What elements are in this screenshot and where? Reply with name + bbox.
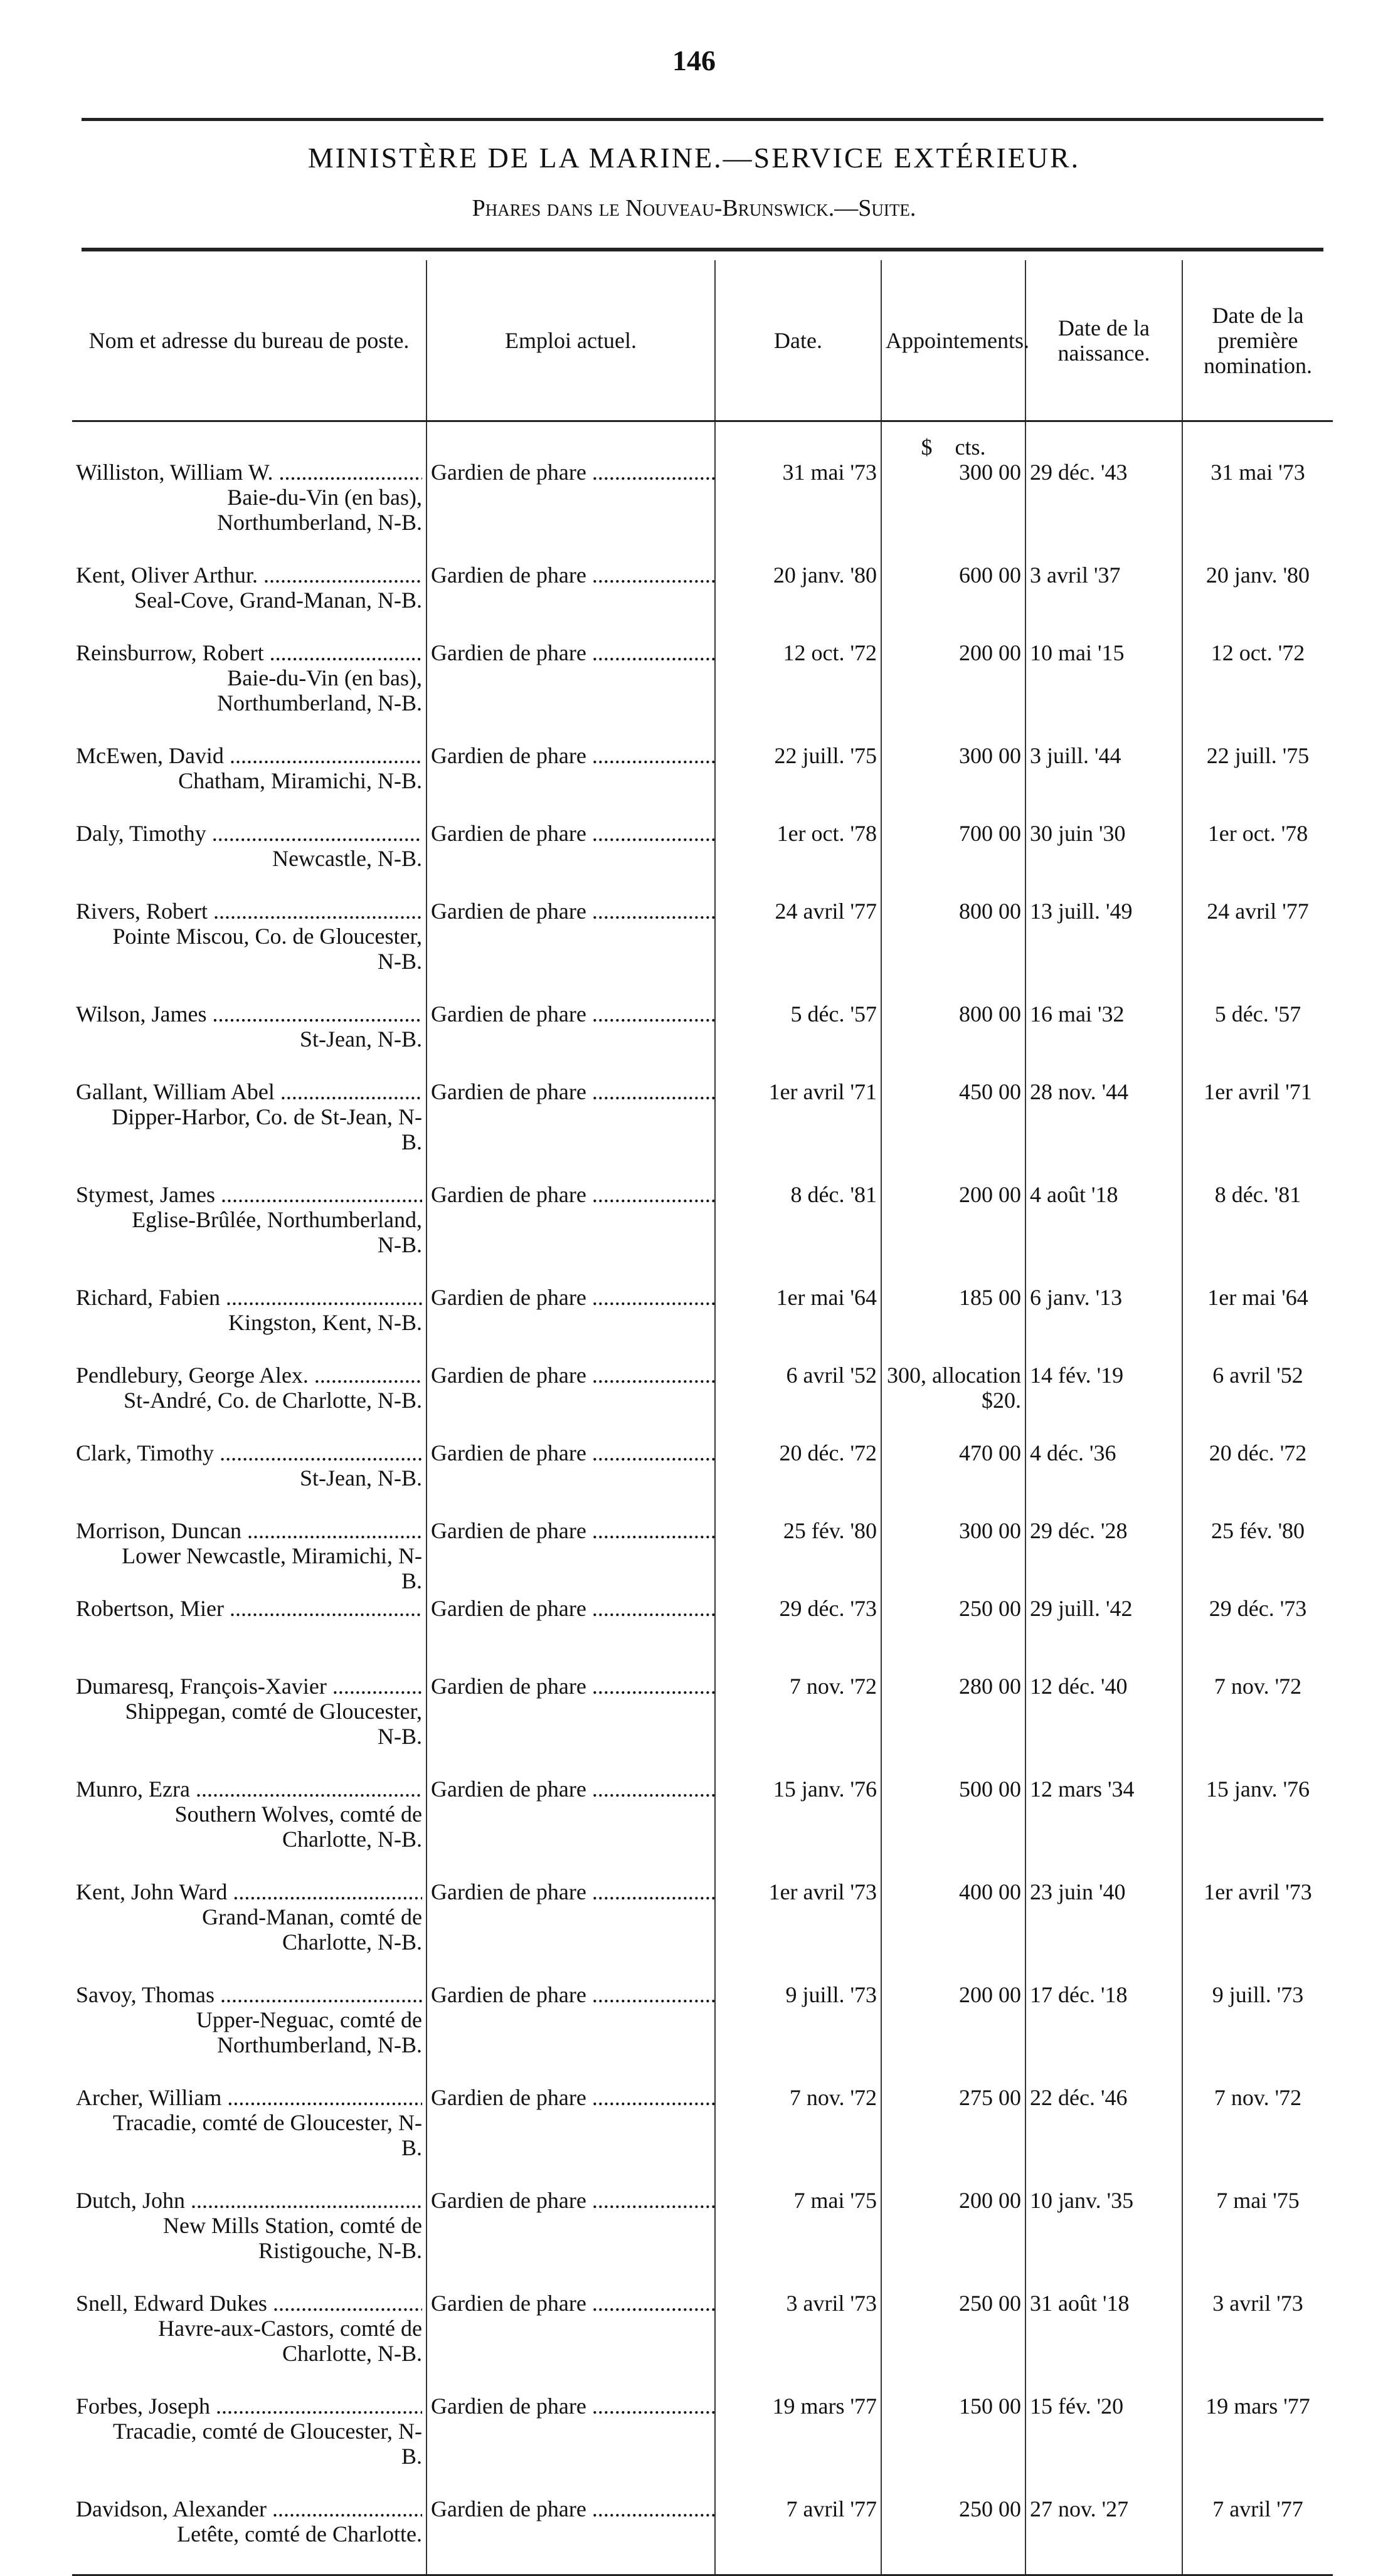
emploi-text: Gardien de phare .....: [431, 1518, 715, 1543]
emploi-text: Gardien de phare .....: [431, 2291, 715, 2316]
name-address-cell: [72, 460, 426, 562]
naissance-cell: 29 déc. '43: [1025, 460, 1182, 562]
date-cell: 9 juill. '73: [715, 1982, 881, 2085]
date-cell: 1er avril '73: [715, 1879, 881, 1982]
appointements-cell: 200 00: [881, 1982, 1025, 2085]
appointements-cell: 280 00: [881, 1674, 1025, 1776]
naissance-cell: 17 déc. '18: [1025, 1982, 1182, 2085]
emploi-cell: [426, 640, 715, 743]
naissance-cell: 12 déc. '40: [1025, 1674, 1182, 1776]
post-office-address: Newcastle, N-B.: [272, 846, 422, 871]
date-cell: 1er avril '71: [715, 1079, 881, 1182]
name-address-cell: [72, 1363, 426, 1440]
name-address-cell: [72, 1982, 426, 2085]
table-row: [72, 1879, 1333, 1982]
units-row: [72, 421, 1333, 460]
date-cell: 5 déc. '57: [715, 1001, 881, 1079]
emploi-cell: [426, 1001, 715, 1079]
post-office-address: Shippegan, comté de Gloucester, N-B.: [125, 1699, 422, 1749]
appointements-cell: 400 00: [881, 1879, 1025, 1982]
nomination-cell: 5 déc. '57: [1182, 1001, 1333, 1079]
table-row: [72, 743, 1333, 821]
lighthouse-keepers-table: [72, 260, 1333, 2576]
appointements-cell: 300, allocation $20.: [881, 1363, 1025, 1440]
naissance-cell: 3 juill. '44: [1025, 743, 1182, 821]
keeper-name: Clark, Timothy .....: [76, 1440, 422, 1465]
naissance-cell: 28 nov. '44: [1025, 1079, 1182, 1182]
nomination-cell: 1er avril '71: [1182, 1079, 1333, 1182]
emploi-cell: [426, 2496, 715, 2575]
table-row: [72, 1440, 1333, 1518]
naissance-cell: 27 nov. '27: [1025, 2496, 1182, 2575]
table-row: [72, 2291, 1333, 2394]
nomination-cell: 1er mai '64: [1182, 1285, 1333, 1363]
post-office-address: Kingston, Kent, N-B.: [228, 1310, 422, 1335]
emploi-cell: [426, 1363, 715, 1440]
keeper-name: Savoy, Thomas .....: [76, 1982, 422, 2007]
table-row: [72, 562, 1333, 640]
emploi-cell: [426, 1982, 715, 2085]
name-address-cell: [72, 640, 426, 743]
appointements-cell: 470 00: [881, 1440, 1025, 1518]
keeper-name: Kent, Oliver Arthur. .....: [76, 562, 422, 588]
naissance-cell: 29 juill. '42: [1025, 1596, 1182, 1674]
keeper-name: Archer, William .....: [76, 2085, 422, 2110]
post-office-address: Havre-aux-Castors, comté de Charlotte, N-B.: [158, 2316, 422, 2366]
post-office-address: Lower Newcastle, Miramichi, N-B.: [122, 1543, 422, 1593]
naissance-cell: 10 janv. '35: [1025, 2188, 1182, 2291]
post-office-address: Tracadie, comté de Gloucester, N-B.: [112, 2419, 422, 2469]
date-cell: 7 avril '77: [715, 2496, 881, 2575]
emploi-text: Gardien de phare .....: [431, 1776, 715, 1802]
name-address-cell: [72, 1440, 426, 1518]
emploi-text: Gardien de phare .....: [431, 1674, 715, 1699]
date-cell: 7 nov. '72: [715, 2085, 881, 2188]
name-address-cell: [72, 562, 426, 640]
nomination-cell: 29 déc. '73: [1182, 1596, 1333, 1674]
table-row: [72, 821, 1333, 899]
emploi-cell: [426, 899, 715, 1001]
date-cell: 19 mars '77: [715, 2394, 881, 2496]
table-row: [72, 1079, 1333, 1182]
date-cell: 1er mai '64: [715, 1285, 881, 1363]
nomination-cell: 1er avril '73: [1182, 1879, 1333, 1982]
date-cell: 31 mai '73: [715, 460, 881, 562]
post-office-address: Southern Wolves, comté de Charlotte, N-B.: [174, 1802, 422, 1852]
appointements-cell: 200 00: [881, 1182, 1025, 1285]
nomination-cell: 6 avril '52: [1182, 1363, 1333, 1440]
emploi-cell: [426, 1285, 715, 1363]
emploi-cell: [426, 2291, 715, 2394]
table-row: [72, 1776, 1333, 1879]
nomination-cell: 7 mai '75: [1182, 2188, 1333, 2291]
name-address-cell: [72, 1674, 426, 1776]
post-office-address: Seal-Cove, Grand-Manan, N-B.: [134, 588, 422, 613]
post-office-address: Baie-du-Vin (en bas), Northumberland, N-B.: [217, 665, 422, 715]
keeper-name: Daly, Timothy .....: [76, 821, 422, 846]
naissance-cell: 6 janv. '13: [1025, 1285, 1182, 1363]
keeper-name: Snell, Edward Dukes .....: [76, 2291, 422, 2316]
post-office-address: Tracadie, comté de Gloucester, N-B.: [112, 2110, 422, 2160]
table-row: [72, 1182, 1333, 1285]
emploi-text: Gardien de phare .....: [431, 1596, 715, 1621]
keeper-name: Dutch, John .....: [76, 2188, 422, 2213]
keeper-name: Williston, William W. .....: [76, 460, 422, 485]
keeper-name: Davidson, Alexander .....: [76, 2496, 422, 2521]
naissance-cell: 15 fév. '20: [1025, 2394, 1182, 2496]
appointements-cell: 800 00: [881, 899, 1025, 1001]
header-date: Date.: [715, 260, 881, 421]
nomination-cell: 25 fév. '80: [1182, 1518, 1333, 1596]
top-rule: [82, 118, 1323, 121]
keeper-name: Gallant, William Abel .....: [76, 1079, 422, 1104]
post-office-address: New Mills Station, comté de Ristigouche, N-B.: [163, 2213, 422, 2263]
appointements-cell: 250 00: [881, 2291, 1025, 2394]
naissance-cell: 31 août '18: [1025, 2291, 1182, 2394]
appointements-cell: 250 00: [881, 1596, 1025, 1674]
post-office-address: St-Jean, N-B.: [300, 1027, 422, 1052]
keeper-name: Dumaresq, François-Xavier .....: [76, 1674, 422, 1699]
name-address-cell: [72, 821, 426, 899]
emploi-cell: [426, 2394, 715, 2496]
naissance-cell: 3 avril '37: [1025, 562, 1182, 640]
name-address-cell: [72, 2291, 426, 2394]
date-cell: 3 avril '73: [715, 2291, 881, 2394]
naissance-cell: 12 mars '34: [1025, 1776, 1182, 1879]
name-address-cell: [72, 1776, 426, 1879]
table-row: [72, 1518, 1333, 1596]
section-subtitle: Phares dans le Nouveau-Brunswick.—Suite.: [472, 195, 916, 221]
name-address-cell: [72, 2085, 426, 2188]
units-cell: [881, 421, 1025, 460]
emploi-text: Gardien de phare .....: [431, 1440, 715, 1465]
nomination-cell: 9 juill. '73: [1182, 1982, 1333, 2085]
dollar-unit: $: [921, 435, 933, 460]
nomination-cell: 31 mai '73: [1182, 460, 1333, 562]
appointements-cell: 300 00: [881, 743, 1025, 821]
table-row: [72, 1001, 1333, 1079]
nomination-cell: 19 mars '77: [1182, 2394, 1333, 2496]
name-address-cell: [72, 1285, 426, 1363]
name-address-cell: [72, 1001, 426, 1079]
name-address-cell: [72, 2188, 426, 2291]
appointements-cell: 800 00: [881, 1001, 1025, 1079]
appointements-cell: 500 00: [881, 1776, 1025, 1879]
naissance-cell: 14 fév. '19: [1025, 1363, 1182, 1440]
date-cell: 6 avril '52: [715, 1363, 881, 1440]
date-cell: 20 déc. '72: [715, 1440, 881, 1518]
emploi-cell: [426, 562, 715, 640]
naissance-cell: 30 juin '30: [1025, 821, 1182, 899]
post-office-address: Upper-Neguac, comté de Northumberland, N-B.: [196, 2007, 422, 2057]
table-row: [72, 1285, 1333, 1363]
nomination-cell: 7 avril '77: [1182, 2496, 1333, 2575]
naissance-cell: 4 août '18: [1025, 1182, 1182, 1285]
name-address-cell: [72, 1079, 426, 1182]
table-row: [72, 460, 1333, 562]
emploi-cell: [426, 1440, 715, 1518]
date-cell: 15 janv. '76: [715, 1776, 881, 1879]
emploi-text: Gardien de phare .....: [431, 1285, 715, 1310]
emploi-cell: [426, 2085, 715, 2188]
table-row: [72, 640, 1333, 743]
emploi-cell: [426, 1518, 715, 1596]
date-cell: 12 oct. '72: [715, 640, 881, 743]
date-cell: 20 janv. '80: [715, 562, 881, 640]
emploi-cell: [426, 460, 715, 562]
table-header-row: [72, 260, 1333, 421]
keeper-name: Kent, John Ward .....: [76, 1879, 422, 1904]
emploi-text: Gardien de phare .....: [431, 1182, 715, 1207]
appointements-cell: 300 00: [881, 460, 1025, 562]
name-address-cell: [72, 1182, 426, 1285]
emploi-cell: [426, 1674, 715, 1776]
table-row: [72, 899, 1333, 1001]
appointements-cell: 700 00: [881, 821, 1025, 899]
emploi-text: Gardien de phare .....: [431, 899, 715, 924]
date-cell: 22 juill. '75: [715, 743, 881, 821]
date-cell: 29 déc. '73: [715, 1596, 881, 1674]
emploi-text: Gardien de phare .....: [431, 2188, 715, 2213]
appointements-cell: 450 00: [881, 1079, 1025, 1182]
emploi-cell: [426, 1879, 715, 1982]
name-address-cell: [72, 899, 426, 1001]
table-body: [72, 421, 1333, 2575]
emploi-cell: [426, 821, 715, 899]
naissance-cell: 16 mai '32: [1025, 1001, 1182, 1079]
table-row: [72, 1674, 1333, 1776]
nomination-cell: 22 juill. '75: [1182, 743, 1333, 821]
emploi-text: Gardien de phare .....: [431, 460, 715, 485]
name-address-cell: [72, 1518, 426, 1596]
keeper-name: Robertson, Mier .....: [76, 1596, 422, 1621]
emploi-cell: [426, 1079, 715, 1182]
keeper-name: Munro, Ezra .....: [76, 1776, 422, 1802]
keeper-name: Morrison, Duncan .....: [76, 1518, 422, 1543]
emploi-cell: [426, 1182, 715, 1285]
nomination-cell: 15 janv. '76: [1182, 1776, 1333, 1879]
post-office-address: Pointe Miscou, Co. de Gloucester, N-B.: [112, 924, 422, 974]
nomination-cell: 20 janv. '80: [1182, 562, 1333, 640]
table-row: [72, 1982, 1333, 2085]
name-address-cell: [72, 2496, 426, 2575]
cents-unit: cts.: [955, 435, 986, 460]
name-address-cell: [72, 743, 426, 821]
naissance-cell: 23 juin '40: [1025, 1879, 1182, 1982]
date-cell: 25 fév. '80: [715, 1518, 881, 1596]
appointements-cell: 150 00: [881, 2394, 1025, 2496]
table-row: [72, 2085, 1333, 2188]
nomination-cell: 1er oct. '78: [1182, 821, 1333, 899]
header-naissance: Date de la naissance.: [1025, 260, 1182, 421]
keeper-name: Rivers, Robert .....: [76, 899, 422, 924]
keeper-name: Forbes, Joseph .....: [76, 2394, 422, 2419]
emploi-text: Gardien de phare .....: [431, 640, 715, 665]
section-title: MINISTÈRE DE LA MARINE.—SERVICE EXTÉRIEUR.: [307, 142, 1081, 174]
emploi-cell: [426, 2188, 715, 2291]
appointements-cell: 200 00: [881, 2188, 1025, 2291]
post-office-address: Grand-Manan, comté de Charlotte, N-B.: [202, 1904, 422, 1955]
header-emploi: Emploi actuel.: [426, 260, 715, 421]
emploi-text: Gardien de phare .....: [431, 1982, 715, 2007]
emploi-text: Gardien de phare .....: [431, 743, 715, 768]
appointements-cell: 275 00: [881, 2085, 1025, 2188]
naissance-cell: 22 déc. '46: [1025, 2085, 1182, 2188]
emploi-cell: [426, 1776, 715, 1879]
keeper-name: McEwen, David .....: [76, 743, 422, 768]
header-nom: Nom et adresse du bureau de poste.: [72, 260, 426, 421]
nomination-cell: 20 déc. '72: [1182, 1440, 1333, 1518]
header-appointements: Appointements.: [881, 260, 1025, 421]
appointements-cell: 600 00: [881, 562, 1025, 640]
emploi-text: Gardien de phare .....: [431, 562, 715, 588]
naissance-cell: 4 déc. '36: [1025, 1440, 1182, 1518]
name-address-cell: [72, 1596, 426, 1674]
naissance-cell: 29 déc. '28: [1025, 1518, 1182, 1596]
emploi-cell: [426, 1596, 715, 1674]
emploi-text: Gardien de phare .....: [431, 1879, 715, 1904]
name-address-cell: [72, 2394, 426, 2496]
keeper-name: Richard, Fabien .....: [76, 1285, 422, 1310]
table-row: [72, 1596, 1333, 1674]
date-cell: 8 déc. '81: [715, 1182, 881, 1285]
nomination-cell: 24 avril '77: [1182, 899, 1333, 1001]
emploi-text: Gardien de phare .....: [431, 2085, 715, 2110]
table-row: [72, 2394, 1333, 2496]
date-cell: 1er oct. '78: [715, 821, 881, 899]
date-cell: 24 avril '77: [715, 899, 881, 1001]
naissance-cell: 10 mai '15: [1025, 640, 1182, 743]
date-cell: 7 mai '75: [715, 2188, 881, 2291]
emploi-text: Gardien de phare .....: [431, 2394, 715, 2419]
nomination-cell: 8 déc. '81: [1182, 1182, 1333, 1285]
nomination-cell: 7 nov. '72: [1182, 2085, 1333, 2188]
emploi-text: Gardien de phare .....: [431, 821, 715, 846]
appointements-cell: 200 00: [881, 640, 1025, 743]
appointements-cell: 250 00: [881, 2496, 1025, 2575]
page-number: 146: [672, 45, 716, 77]
emploi-text: Gardien de phare .....: [431, 2496, 715, 2521]
post-office-address: Dipper-Harbor, Co. de St-Jean, N-B.: [112, 1104, 422, 1154]
keeper-name: Stymest, James .....: [76, 1182, 422, 1207]
emploi-text: Gardien de phare .....: [431, 1001, 715, 1027]
name-address-cell: [72, 1879, 426, 1982]
nomination-cell: 7 nov. '72: [1182, 1674, 1333, 1776]
table-row: [72, 1363, 1333, 1440]
post-office-address: Chatham, Miramichi, N-B.: [178, 768, 422, 793]
header-rule: [82, 248, 1323, 251]
post-office-address: Baie-du-Vin (en bas), Northumberland, N-B.: [217, 485, 422, 535]
table-row: [72, 2188, 1333, 2291]
post-office-address: Letête, comté de Charlotte.: [177, 2521, 422, 2547]
keeper-name: Wilson, James .....: [76, 1001, 422, 1027]
emploi-cell: [426, 743, 715, 821]
emploi-text: Gardien de phare .....: [431, 1079, 715, 1104]
header-nomination: Date de la première nomination.: [1182, 260, 1333, 421]
nomination-cell: 3 avril '73: [1182, 2291, 1333, 2394]
naissance-cell: 13 juill. '49: [1025, 899, 1182, 1001]
nomination-cell: 12 oct. '72: [1182, 640, 1333, 743]
post-office-address: St-Jean, N-B.: [300, 1465, 422, 1491]
keeper-name: Reinsburrow, Robert .....: [76, 640, 422, 665]
post-office-address: St-André, Co. de Charlotte, N-B.: [124, 1388, 422, 1413]
post-office-address: Eglise-Brûlée, Northumberland, N-B.: [132, 1207, 422, 1257]
appointements-cell: 300 00: [881, 1518, 1025, 1596]
date-cell: 7 nov. '72: [715, 1674, 881, 1776]
table-row: [72, 2496, 1333, 2575]
keeper-name: Pendlebury, George Alex. .....: [76, 1363, 422, 1388]
appointements-cell: 185 00: [881, 1285, 1025, 1363]
emploi-text: Gardien de phare .....: [431, 1363, 715, 1388]
